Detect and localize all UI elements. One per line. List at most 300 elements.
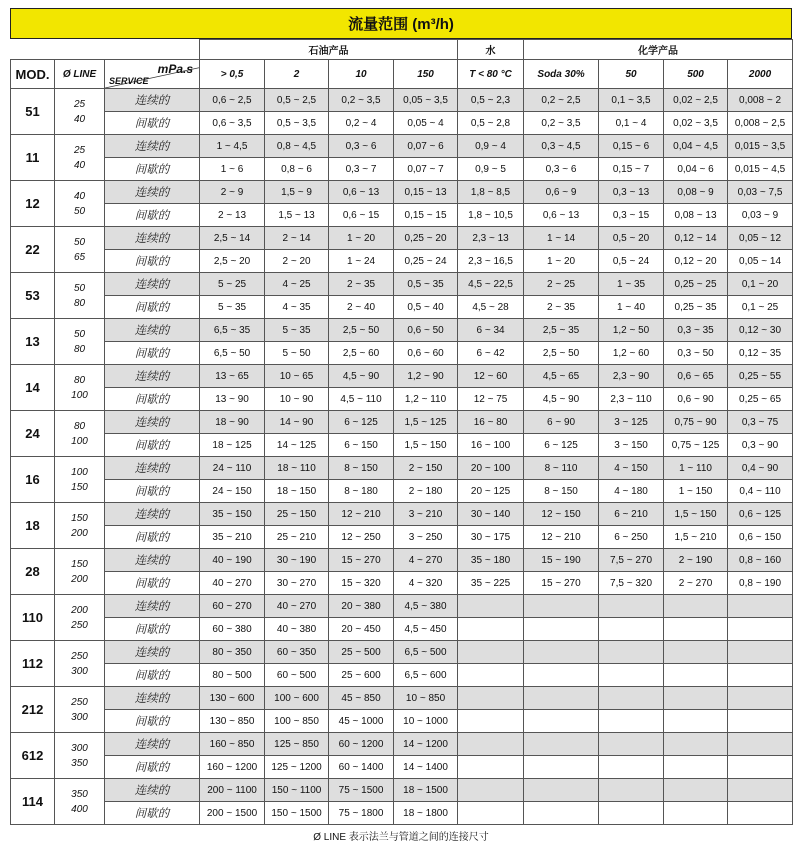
flow-range-cell bbox=[728, 641, 793, 664]
flow-range-cell: 0,5 ~ 40 bbox=[394, 296, 458, 319]
line-size: 40 bbox=[73, 159, 86, 171]
flow-range-cell bbox=[664, 664, 728, 687]
flow-range-cell: 15 ~ 270 bbox=[524, 572, 599, 595]
table-row bbox=[11, 181, 793, 204]
col-header: 50 bbox=[599, 60, 664, 89]
line-size-cell bbox=[55, 181, 105, 227]
flow-range-cell: 3 ~ 125 bbox=[599, 411, 664, 434]
line-size: 40 bbox=[73, 190, 86, 202]
flow-range-cell: 0,25 ~ 55 bbox=[728, 365, 793, 388]
flow-range-cell: 160 ~ 1200 bbox=[200, 756, 265, 779]
flow-range-cell: 25 ~ 210 bbox=[265, 526, 329, 549]
line-size: 250 bbox=[71, 619, 88, 631]
flow-range-cell: 0,2 ~ 4 bbox=[329, 112, 394, 135]
flow-range-cell bbox=[599, 595, 664, 618]
flow-range-cell: 0,07 ~ 7 bbox=[394, 158, 458, 181]
flow-range-cell: 24 ~ 150 bbox=[200, 480, 265, 503]
flow-range-cell bbox=[458, 733, 524, 756]
flow-range-cell: 3 ~ 150 bbox=[599, 434, 664, 457]
flow-range-cell: 0,3 ~ 4,5 bbox=[524, 135, 599, 158]
flow-range-cell bbox=[664, 802, 728, 825]
col-header: T < 80 °C bbox=[458, 60, 524, 89]
flow-range-cell bbox=[599, 664, 664, 687]
flow-range-cell: 6 ~ 34 bbox=[458, 319, 524, 342]
flow-range-cell: 1 ~ 110 bbox=[664, 457, 728, 480]
flow-range-cell: 16 ~ 80 bbox=[458, 411, 524, 434]
line-size: 80 bbox=[73, 343, 86, 355]
service-type: 间歇的 bbox=[105, 710, 200, 733]
flow-range-cell: 2,5 ~ 35 bbox=[524, 319, 599, 342]
flow-range-cell: 10 ~ 850 bbox=[394, 687, 458, 710]
flow-range-cell: 0,4 ~ 90 bbox=[728, 457, 793, 480]
flow-range-cell bbox=[664, 618, 728, 641]
flow-range-cell bbox=[524, 641, 599, 664]
line-size: 200 bbox=[71, 604, 88, 616]
flow-range-cell: 40 ~ 190 bbox=[200, 549, 265, 572]
group-petroleum: 石油产品 bbox=[200, 40, 458, 60]
flow-range-cell: 4,5 ~ 65 bbox=[524, 365, 599, 388]
line-size: 150 bbox=[71, 481, 88, 493]
flow-range-cell: 1,2 ~ 50 bbox=[599, 319, 664, 342]
flow-range-cell: 35 ~ 225 bbox=[458, 572, 524, 595]
line-size: 350 bbox=[71, 757, 88, 769]
flow-range-cell: 6,5 ~ 600 bbox=[394, 664, 458, 687]
table-row bbox=[11, 411, 793, 434]
line-size: 80 bbox=[73, 420, 86, 432]
flow-range-cell: 0,5 ~ 3,5 bbox=[265, 112, 329, 135]
table-row bbox=[11, 227, 793, 250]
table-row bbox=[11, 365, 793, 388]
line-size: 200 bbox=[71, 527, 88, 539]
line-size: 100 bbox=[71, 435, 88, 447]
flow-range-cell: 12 ~ 60 bbox=[458, 365, 524, 388]
flow-range-cell: 0,07 ~ 6 bbox=[394, 135, 458, 158]
flow-range-cell: 18 ~ 1500 bbox=[394, 779, 458, 802]
flow-range-cell bbox=[599, 733, 664, 756]
flow-range-cell: 12 ~ 210 bbox=[524, 526, 599, 549]
flow-range-cell: 100 ~ 600 bbox=[265, 687, 329, 710]
flow-range-cell: 0,008 ~ 2 bbox=[728, 89, 793, 112]
model-number: 112 bbox=[11, 641, 55, 687]
col-header: 2 bbox=[265, 60, 329, 89]
col-header: > 0,5 bbox=[200, 60, 265, 89]
flow-range-cell: 0,8 ~ 6 bbox=[265, 158, 329, 181]
flow-range-cell: 130 ~ 850 bbox=[200, 710, 265, 733]
line-size: 40 bbox=[73, 113, 86, 125]
flow-range-cell: 0,3 ~ 50 bbox=[664, 342, 728, 365]
line-size: 300 bbox=[71, 711, 88, 723]
service-type: 间歇的 bbox=[105, 572, 200, 595]
line-size: 50 bbox=[73, 282, 86, 294]
line-size: 250 bbox=[71, 650, 88, 662]
flow-range-cell: 0,6 ~ 13 bbox=[524, 204, 599, 227]
flow-range-cell: 0,25 ~ 35 bbox=[664, 296, 728, 319]
model-number: 612 bbox=[11, 733, 55, 779]
flow-range-cell: 2,5 ~ 14 bbox=[200, 227, 265, 250]
flow-range-cell: 0,4 ~ 110 bbox=[728, 480, 793, 503]
service-type: 连续的 bbox=[105, 365, 200, 388]
viscosity-unit-label: mPa.s bbox=[157, 62, 194, 76]
line-size-cell bbox=[55, 135, 105, 181]
flow-range-cell: 14 ~ 125 bbox=[265, 434, 329, 457]
flow-range-cell: 12 ~ 210 bbox=[329, 503, 394, 526]
flow-range-cell: 6,5 ~ 35 bbox=[200, 319, 265, 342]
flow-range-cell: 6,5 ~ 500 bbox=[394, 641, 458, 664]
flow-range-cell: 0,015 ~ 4,5 bbox=[728, 158, 793, 181]
flow-range-cell: 1,2 ~ 90 bbox=[394, 365, 458, 388]
flow-range-cell: 8 ~ 110 bbox=[524, 457, 599, 480]
flow-range-cell bbox=[728, 595, 793, 618]
flow-range-cell: 24 ~ 110 bbox=[200, 457, 265, 480]
flow-range-cell: 25 ~ 500 bbox=[329, 641, 394, 664]
line-size-cell bbox=[55, 411, 105, 457]
model-number: 11 bbox=[11, 135, 55, 181]
line-size-cell bbox=[55, 595, 105, 641]
flow-range-cell: 60 ~ 350 bbox=[265, 641, 329, 664]
flow-range-cell bbox=[524, 779, 599, 802]
group-chemical: 化学产品 bbox=[524, 40, 793, 60]
flow-range-cell: 0,3 ~ 35 bbox=[664, 319, 728, 342]
model-number: 53 bbox=[11, 273, 55, 319]
flow-range-cell: 6 ~ 90 bbox=[524, 411, 599, 434]
flow-range-cell: 1 ~ 24 bbox=[329, 250, 394, 273]
service-type: 连续的 bbox=[105, 779, 200, 802]
flow-range-cell: 2,5 ~ 20 bbox=[200, 250, 265, 273]
model-number: 51 bbox=[11, 89, 55, 135]
flow-range-cell: 2 ~ 9 bbox=[200, 181, 265, 204]
flow-range-cell bbox=[458, 618, 524, 641]
flow-range-cell: 4 ~ 35 bbox=[265, 296, 329, 319]
flow-range-cell: 0,6 ~ 15 bbox=[329, 204, 394, 227]
service-type: 连续的 bbox=[105, 319, 200, 342]
table-row bbox=[11, 618, 793, 641]
flow-range-cell: 12 ~ 250 bbox=[329, 526, 394, 549]
flow-range-cell: 0,12 ~ 30 bbox=[728, 319, 793, 342]
flow-range-cell bbox=[728, 687, 793, 710]
model-number: 22 bbox=[11, 227, 55, 273]
flow-range-cell: 1,5 ~ 150 bbox=[394, 434, 458, 457]
flow-range-cell: 2 ~ 35 bbox=[524, 296, 599, 319]
flow-range-cell bbox=[599, 779, 664, 802]
flow-range-cell: 10 ~ 65 bbox=[265, 365, 329, 388]
flow-range-cell: 35 ~ 180 bbox=[458, 549, 524, 572]
flow-range-cell: 5 ~ 25 bbox=[200, 273, 265, 296]
flow-range-cell: 6 ~ 125 bbox=[524, 434, 599, 457]
flow-range-cell: 0,05 ~ 4 bbox=[394, 112, 458, 135]
line-size-cell bbox=[55, 227, 105, 273]
model-number: 28 bbox=[11, 549, 55, 595]
line-size: 25 bbox=[73, 144, 86, 156]
table-row bbox=[11, 779, 793, 802]
line-size-cell bbox=[55, 457, 105, 503]
flow-range-cell: 1,5 ~ 125 bbox=[394, 411, 458, 434]
service-type: 连续的 bbox=[105, 181, 200, 204]
flow-range-cell: 7,5 ~ 270 bbox=[599, 549, 664, 572]
flow-range-cell bbox=[664, 710, 728, 733]
table-row bbox=[11, 273, 793, 296]
flow-range-cell: 8 ~ 180 bbox=[329, 480, 394, 503]
line-size: 150 bbox=[71, 558, 88, 570]
service-type: 间歇的 bbox=[105, 802, 200, 825]
flow-range-cell: 1,5 ~ 9 bbox=[265, 181, 329, 204]
flow-range-cell: 80 ~ 500 bbox=[200, 664, 265, 687]
flow-range-cell bbox=[728, 756, 793, 779]
flow-range-cell: 0,5 ~ 24 bbox=[599, 250, 664, 273]
flow-range-cell: 0,1 ~ 20 bbox=[728, 273, 793, 296]
service-type: 连续的 bbox=[105, 135, 200, 158]
flow-range-cell: 0,25 ~ 24 bbox=[394, 250, 458, 273]
flow-range-cell bbox=[599, 756, 664, 779]
flow-range-cell: 0,08 ~ 13 bbox=[664, 204, 728, 227]
flow-range-cell: 0,25 ~ 20 bbox=[394, 227, 458, 250]
flow-range-cell bbox=[664, 687, 728, 710]
flow-range-cell bbox=[664, 641, 728, 664]
flow-range-cell: 2 ~ 190 bbox=[664, 549, 728, 572]
flow-range-cell: 0,5 ~ 2,3 bbox=[458, 89, 524, 112]
flow-range-cell: 0,015 ~ 3,5 bbox=[728, 135, 793, 158]
flow-range-cell: 2,3 ~ 90 bbox=[599, 365, 664, 388]
flow-range-cell: 1 ~ 150 bbox=[664, 480, 728, 503]
flow-range-cell bbox=[524, 802, 599, 825]
flow-range-cell: 0,12 ~ 14 bbox=[664, 227, 728, 250]
flow-range-cell: 4 ~ 320 bbox=[394, 572, 458, 595]
line-size: 50 bbox=[73, 328, 86, 340]
flow-range-cell: 4 ~ 150 bbox=[599, 457, 664, 480]
flow-range-cell: 4,5 ~ 450 bbox=[394, 618, 458, 641]
flow-range-cell bbox=[458, 756, 524, 779]
table-row bbox=[11, 457, 793, 480]
flow-range-cell: 0,5 ~ 20 bbox=[599, 227, 664, 250]
flow-range-cell: 0,75 ~ 90 bbox=[664, 411, 728, 434]
table-row bbox=[11, 480, 793, 503]
flow-range-cell: 0,03 ~ 7,5 bbox=[728, 181, 793, 204]
service-type: 间歇的 bbox=[105, 158, 200, 181]
flow-range-cell: 0,6 ~ 50 bbox=[394, 319, 458, 342]
flow-range-cell: 2,5 ~ 50 bbox=[329, 319, 394, 342]
line-size: 100 bbox=[71, 466, 88, 478]
flow-range-cell: 2,5 ~ 60 bbox=[329, 342, 394, 365]
flow-range-cell: 4,5 ~ 22,5 bbox=[458, 273, 524, 296]
flow-range-cell: 2 ~ 40 bbox=[329, 296, 394, 319]
flow-range-cell: 0,15 ~ 15 bbox=[394, 204, 458, 227]
flow-range-cell: 40 ~ 270 bbox=[200, 572, 265, 595]
flow-range-cell bbox=[458, 641, 524, 664]
flow-range-cell: 0,8 ~ 190 bbox=[728, 572, 793, 595]
flow-range-cell: 2,3 ~ 110 bbox=[599, 388, 664, 411]
flow-range-cell: 0,1 ~ 3,5 bbox=[599, 89, 664, 112]
line-size-cell bbox=[55, 779, 105, 825]
flow-range-cell: 0,6 ~ 9 bbox=[524, 181, 599, 204]
service-type: 间歇的 bbox=[105, 388, 200, 411]
flow-range-cell: 1 ~ 14 bbox=[524, 227, 599, 250]
flow-range-cell: 1,5 ~ 210 bbox=[664, 526, 728, 549]
line-size: 300 bbox=[71, 665, 88, 677]
flow-range-cell: 1 ~ 40 bbox=[599, 296, 664, 319]
flow-range-cell bbox=[458, 595, 524, 618]
flow-range-cell: 0,15 ~ 7 bbox=[599, 158, 664, 181]
flow-range-cell: 0,2 ~ 3,5 bbox=[524, 112, 599, 135]
table-row bbox=[11, 549, 793, 572]
flow-range-cell: 3 ~ 210 bbox=[394, 503, 458, 526]
flow-range-cell: 25 ~ 600 bbox=[329, 664, 394, 687]
flow-range-cell bbox=[664, 779, 728, 802]
flow-range-cell: 0,15 ~ 6 bbox=[599, 135, 664, 158]
model-number: 12 bbox=[11, 181, 55, 227]
service-type: 连续的 bbox=[105, 733, 200, 756]
table-row bbox=[11, 733, 793, 756]
flow-range-cell: 0,25 ~ 25 bbox=[664, 273, 728, 296]
flow-range-cell: 18 ~ 125 bbox=[200, 434, 265, 457]
flow-range-cell: 7,5 ~ 320 bbox=[599, 572, 664, 595]
flow-range-cell: 1,8 ~ 8,5 bbox=[458, 181, 524, 204]
table-row bbox=[11, 112, 793, 135]
model-number: 110 bbox=[11, 595, 55, 641]
table-row bbox=[11, 434, 793, 457]
flow-range-cell: 35 ~ 150 bbox=[200, 503, 265, 526]
table-row bbox=[11, 250, 793, 273]
service-type: 间歇的 bbox=[105, 480, 200, 503]
col-header: 500 bbox=[664, 60, 728, 89]
flow-range-cell: 0,08 ~ 9 bbox=[664, 181, 728, 204]
line-size-cell bbox=[55, 89, 105, 135]
col-header: 2000 bbox=[728, 60, 793, 89]
flow-range-sheet bbox=[10, 8, 792, 843]
flow-range-cell bbox=[664, 595, 728, 618]
flow-range-cell: 40 ~ 380 bbox=[265, 618, 329, 641]
table-row bbox=[11, 710, 793, 733]
flow-range-cell: 4,5 ~ 90 bbox=[524, 388, 599, 411]
service-type: 间歇的 bbox=[105, 112, 200, 135]
flow-range-cell: 100 ~ 850 bbox=[265, 710, 329, 733]
model-number: 13 bbox=[11, 319, 55, 365]
flow-range-cell: 5 ~ 50 bbox=[265, 342, 329, 365]
flow-range-cell: 0,15 ~ 13 bbox=[394, 181, 458, 204]
flow-range-cell: 0,12 ~ 35 bbox=[728, 342, 793, 365]
flow-range-cell: 60 ~ 1400 bbox=[329, 756, 394, 779]
flow-range-cell bbox=[458, 664, 524, 687]
service-type: 间歇的 bbox=[105, 434, 200, 457]
flow-range-cell: 6,5 ~ 50 bbox=[200, 342, 265, 365]
flow-range-cell: 0,6 ~ 125 bbox=[728, 503, 793, 526]
service-type: 连续的 bbox=[105, 595, 200, 618]
line-size: 150 bbox=[71, 512, 88, 524]
flow-range-cell: 0,12 ~ 20 bbox=[664, 250, 728, 273]
model-number: 14 bbox=[11, 365, 55, 411]
flow-range-cell: 0,05 ~ 14 bbox=[728, 250, 793, 273]
line-size: 250 bbox=[71, 696, 88, 708]
line-size-cell bbox=[55, 687, 105, 733]
flow-range-cell: 2,3 ~ 16,5 bbox=[458, 250, 524, 273]
flow-range-cell: 10 ~ 90 bbox=[265, 388, 329, 411]
service-type: 连续的 bbox=[105, 411, 200, 434]
header-blank bbox=[11, 40, 200, 60]
flow-range-cell: 0,1 ~ 25 bbox=[728, 296, 793, 319]
flow-range-cell: 18 ~ 110 bbox=[265, 457, 329, 480]
flow-range-cell: 14 ~ 1400 bbox=[394, 756, 458, 779]
flow-range-cell bbox=[458, 687, 524, 710]
line-size-cell bbox=[55, 503, 105, 549]
line-header: Ø LINE bbox=[55, 60, 105, 89]
flow-range-cell: 15 ~ 190 bbox=[524, 549, 599, 572]
flow-range-cell: 30 ~ 140 bbox=[458, 503, 524, 526]
group-water: 水 bbox=[458, 40, 524, 60]
service-type: 连续的 bbox=[105, 89, 200, 112]
flow-range-cell: 6 ~ 250 bbox=[599, 526, 664, 549]
flow-range-cell: 4,5 ~ 380 bbox=[394, 595, 458, 618]
flow-range-cell: 0,3 ~ 6 bbox=[329, 135, 394, 158]
service-type: 连续的 bbox=[105, 549, 200, 572]
flow-range-cell: 12 ~ 150 bbox=[524, 503, 599, 526]
flow-range-cell: 4 ~ 25 bbox=[265, 273, 329, 296]
flow-range-cell: 0,75 ~ 125 bbox=[664, 434, 728, 457]
flow-range-cell: 0,3 ~ 90 bbox=[728, 434, 793, 457]
service-type: 间歇的 bbox=[105, 756, 200, 779]
flow-range-cell: 80 ~ 350 bbox=[200, 641, 265, 664]
flow-range-cell: 0,1 ~ 4 bbox=[599, 112, 664, 135]
flow-range-cell bbox=[524, 733, 599, 756]
flow-range-cell: 1 ~ 4,5 bbox=[200, 135, 265, 158]
service-type: 间歇的 bbox=[105, 526, 200, 549]
flow-range-cell bbox=[664, 733, 728, 756]
flow-range-cell: 2 ~ 180 bbox=[394, 480, 458, 503]
table-row bbox=[11, 89, 793, 112]
flow-range-cell: 125 ~ 850 bbox=[265, 733, 329, 756]
table-row bbox=[11, 526, 793, 549]
table-row bbox=[11, 342, 793, 365]
table-row bbox=[11, 595, 793, 618]
flow-range-cell: 0,3 ~ 13 bbox=[599, 181, 664, 204]
flow-range-cell: 2 ~ 35 bbox=[329, 273, 394, 296]
flow-range-cell: 0,02 ~ 2,5 bbox=[664, 89, 728, 112]
line-size: 400 bbox=[71, 803, 88, 815]
service-type: 间歇的 bbox=[105, 204, 200, 227]
flow-range-cell bbox=[524, 710, 599, 733]
flow-range-cell: 8 ~ 150 bbox=[329, 457, 394, 480]
flow-range-cell bbox=[458, 779, 524, 802]
table-title: 流量范围 (m³/h) bbox=[10, 8, 792, 39]
flow-range-cell: 4,5 ~ 110 bbox=[329, 388, 394, 411]
flow-range-cell: 25 ~ 150 bbox=[265, 503, 329, 526]
table-row bbox=[11, 158, 793, 181]
flow-range-cell bbox=[524, 664, 599, 687]
line-size: 65 bbox=[73, 251, 86, 263]
line-size: 50 bbox=[73, 205, 86, 217]
flow-range-cell: 4 ~ 270 bbox=[394, 549, 458, 572]
footnote: Ø LINE 表示法兰与管道之间的连接尺寸 bbox=[313, 832, 489, 843]
service-type: 间歇的 bbox=[105, 250, 200, 273]
service-type: 连续的 bbox=[105, 457, 200, 480]
flow-range-cell: 1,8 ~ 10,5 bbox=[458, 204, 524, 227]
service-type: 间歇的 bbox=[105, 618, 200, 641]
flow-range-cell bbox=[664, 756, 728, 779]
col-header: 150 bbox=[394, 60, 458, 89]
line-size: 80 bbox=[73, 374, 86, 386]
flow-range-cell: 60 ~ 1200 bbox=[329, 733, 394, 756]
flow-range-cell: 0,9 ~ 5 bbox=[458, 158, 524, 181]
flow-range-table bbox=[10, 39, 793, 825]
service-type: 连续的 bbox=[105, 641, 200, 664]
flow-range-cell: 0,5 ~ 2,5 bbox=[265, 89, 329, 112]
flow-range-cell: 3 ~ 250 bbox=[394, 526, 458, 549]
flow-range-cell bbox=[728, 618, 793, 641]
line-size: 25 bbox=[73, 98, 86, 110]
model-number: 24 bbox=[11, 411, 55, 457]
flow-range-cell: 40 ~ 270 bbox=[265, 595, 329, 618]
table-row bbox=[11, 756, 793, 779]
model-number: 212 bbox=[11, 687, 55, 733]
line-size-cell bbox=[55, 641, 105, 687]
flow-range-cell: 1 ~ 6 bbox=[200, 158, 265, 181]
